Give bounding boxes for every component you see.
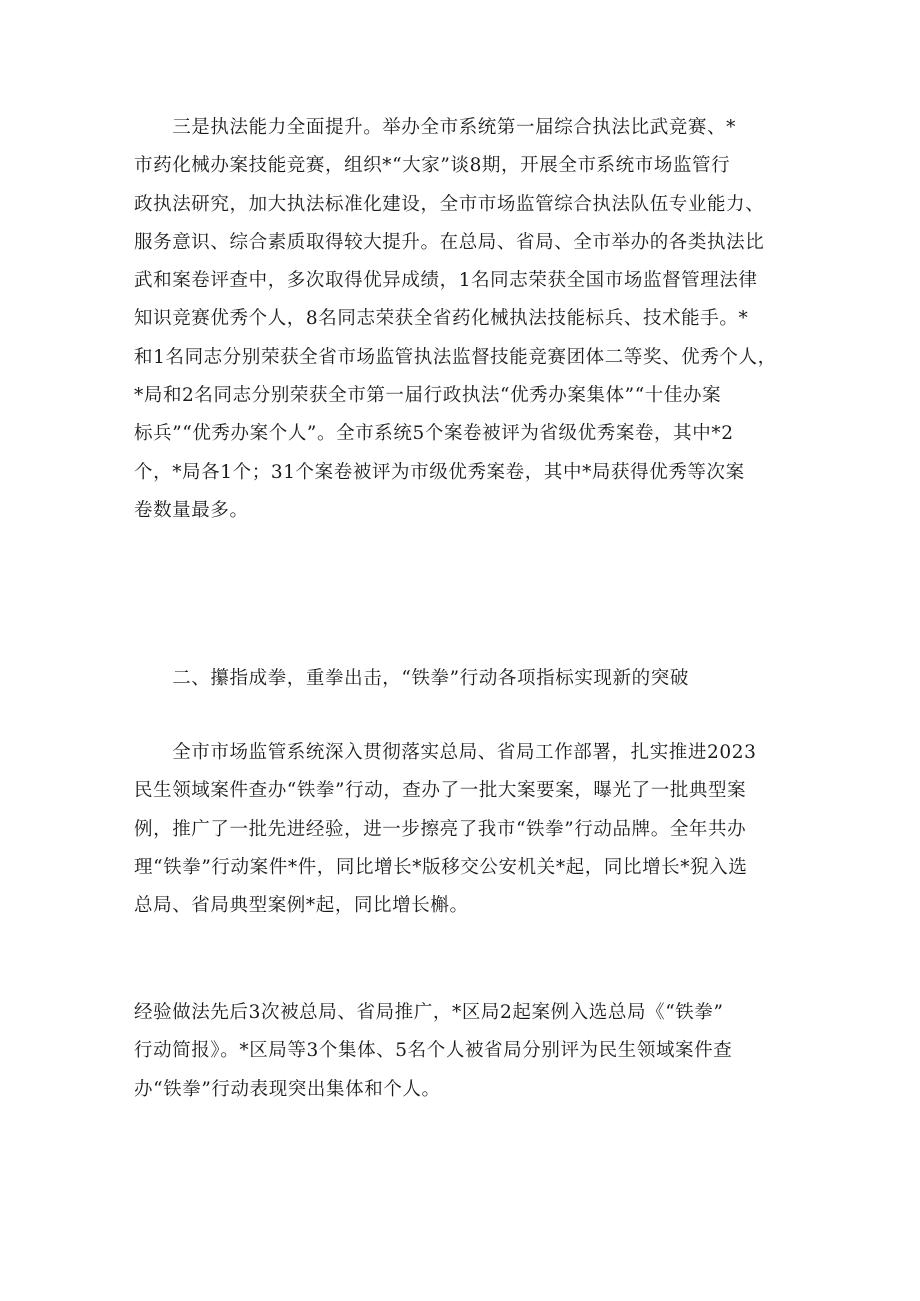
section-heading-iron-fist: 二、攥指成拳，重拳出击，“铁拳”行动各项指标实现新的突破 — [134, 668, 689, 689]
paragraph-iron-fist-campaign: 全市市场监管系统深入贯彻落实总局、省局工作部署，扎实推进2023 民生领域案件查办“铁拳”行动，查办了一批大案要案，曝光了一批典型案 例，推广了一批先进经验，进一步擦亮了我市“铁拳”行动品牌。全年共办 理“铁拳”行动案件*件，同比增长*版移交公安机关*起，同比增长*猊入选 总局、省局典型案例*起，同比增长槲。 — [134, 742, 757, 917]
paragraph-experience-promotion: 经验做法先后3次被总局、省局推广，*区局2起案例入选总局《“铁拳” 行动简报》。*区局等3个集体、5名个人被省局分别评为民生领域案件查 办“铁拳”行动表现突出集体和个人。 — [134, 1002, 733, 1100]
paragraph-law-enforcement-capability: 三是执法能力全面提升。举办全市系统第一届综合执法比武竞赛、* 市药化械办案技能竞赛，组织*“大家”谈8期，开展全市系统市场监管行 政执法研究，加大执法标准化建设，全市市场监管综合执法队伍专业能力、 服务意识、综合素质取得较大提升。在总局、省局、全市举办的各类执法比 武和案卷评查中，多次取得优异成绩，1名同志荣获全国市场监督管理法律 知识竞赛优秀个人，8名同志荣获全省药化械执法技能标兵、技术能手。* 和1名同志分别荣获全省市场监管执法监督技能竞赛团体二等奖、优秀个人， *局和2名同志分别荣获全市第一届行政执法“优秀办案集体”“十佳办案 标兵”“优秀办案个人”。全市系统5个案卷被评为省级优秀案卷，其中*2 个，*局各1个；31个案卷被评为市级优秀案卷，其中*局获得优秀等次案 卷数量最多。 — [134, 117, 777, 521]
